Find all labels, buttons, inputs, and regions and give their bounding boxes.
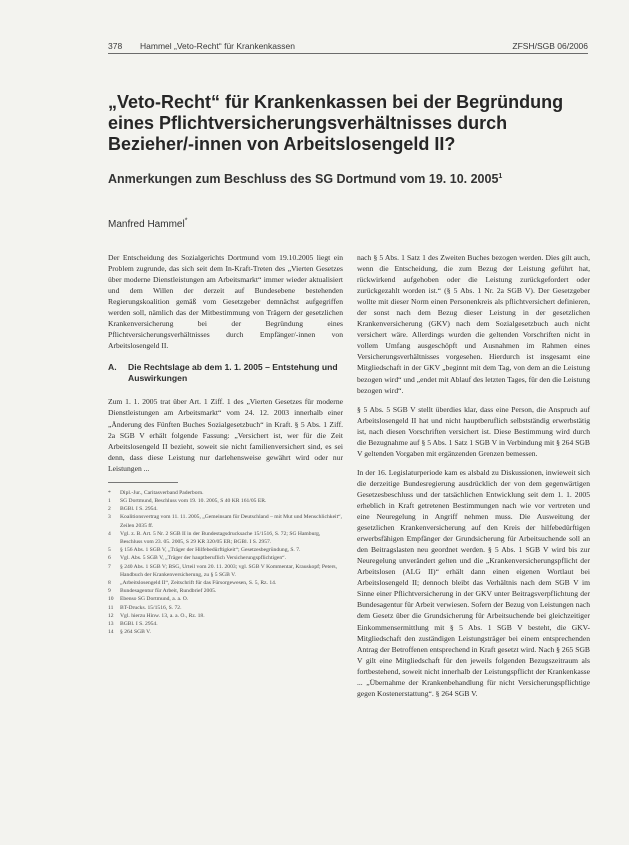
footnote <box>108 604 343 612</box>
footnote <box>108 563 343 579</box>
right-paragraph-2: § 5 Abs. 5 SGB V stellt überdies klar, dass eine Person, die Anspruch auf Arbeitslosengeld II hat und nicht hauptberuflich selbstständig erwerbstätig ist, nach diesen Vorschriften versichert ist. Diese Bestimmung wird durch die Bezugnahme auf § 5 Abs. 1 Satz 1 SGB V in Verbindung mit § 264 SGB V geltenden Vorgaben mit ergänzenden Grenzen bemessen. <box>357 404 590 458</box>
subtitle-footnote-mark: 1 <box>498 172 503 180</box>
footnote-text: BGBl. I S. 2954. <box>120 621 158 627</box>
footnote-number: 8 <box>108 579 111 586</box>
footnote-number: 1 <box>108 497 111 504</box>
footnote <box>108 546 343 554</box>
footnote-number: 4 <box>108 530 111 537</box>
footnote-number: 11 <box>108 604 114 611</box>
section-title: Die Rechtslage ab dem 1. 1. 2005 – Entstehung und Auswirkungen <box>128 362 338 384</box>
intro-paragraph: Der Entscheidung des Sozialgerichts Dortmund vom 19.10.2005 liegt ein Problem zugrunde, das sich seit dem In-Kraft-Treten des „Vierten Gesetzes über moderne Dienstleistungen am Arbeitsmarkt“ immer wieder aktualisiert und dem Willen der derzeit auf Bundesebene bestehenden Regierungskoalition gemäß vom Gesetzgeber demnächst aufgegriffen werden soll, nämlich das der Mitbestimmung von Trägern der gesetzlichen Krankenversicherung bei der Begründung eines Pflichtversicherungsverhältnisses durch Empfänger/-innen von Arbeitslosengeld II. <box>108 253 343 351</box>
article-title: „Veto-Recht“ für Krankenkassen bei der Begründung eines Pflichtversicherungsverhältnisses durch Bezieher/-innen von Arbeitslosengeld II? <box>108 92 564 154</box>
footnote-text: Koalitionsvertrag vom 11. 11. 2005, „Gemeinsam für Deutschland – mit Mut und Menschlichkeit“, Zeilen 2035 ff. <box>120 514 343 529</box>
footnotes <box>108 489 343 637</box>
footnote <box>108 530 343 546</box>
footnote-text: Bundesagentur für Arbeit, Rundbrief 2005. <box>120 588 217 595</box>
author-footnote-mark: * <box>184 217 188 225</box>
subtitle-text: Anmerkungen zum Beschluss des SG Dortmund vom 19. 10. 2005 <box>108 172 499 186</box>
footnote-number: 6 <box>108 555 111 562</box>
right-paragraph-3: In der 16. Legislaturperiode kam es alsbald zu Diskussionen, inwieweit sich die derzeitige Bundesregierung ausdrücklich der von dem gegenwärtigen Gesetzesbeschluss und der tatsächlichen Entwicklung seit dem 1. 1. 2005 erheblich in Kraft getretenen Bestimmungen nach wie vor vertreten und eine Neuregelung in Angriff nehmen muss. Die Ausweitung der gesetzlichen Krankenversicherung auf den Kreis der hilfebedürftigen erwerbsfähigen Empfänger der Grundsicherung für Arbeitsuchende soll an den Beitragslasten neu geordnet werden. § 5 Abs. 1 SGB V wird bis zur Neuregelung unverändert gelten und die „Krankenversicherungspflicht der Arbeitslosen (ALG II)“ erhält dann einen eigenen Wortlaut bei Arbeitslosengeld II; dennoch bleibt das Verhältnis nach dem SGB V im Sinne einer Pflichtversicherung in der GKV unter Beitragsverpflichtung der Bundesagentur für Arbeit verwiesen. Sofern der Bezug von Leistungen nach dem Gesetz über die Grundsicherung für Arbeitsuchende bei gleichzeitiger Einkommensermittlung mit § 5 Abs. 1 SGB V besteht, die GKV-Mitgliedschaft den zuständigen Leistungsträger bei einem entsprechenden Antrag der Betroffenen entsprechend in Kraft gesetzt wird. Nach § 265 SGB V gilt eine Mitgliedschaft für den jeweils folgenden Bezugszeitraum als fortbestehend, soweit nicht innerhalb der Leistungspflicht der Krankenkasse ... „Übernahme der Krankenbehandlung für nicht Versicherungspflichtige gegen Kostenerstattung“. § 264 SGB V. <box>357 467 590 698</box>
footnote <box>108 579 343 587</box>
footnote <box>108 513 343 529</box>
footnote <box>108 612 343 620</box>
footnote-text: § 156 Abs. 1 SGB V, „Träger der Hilfebedürftigkeit“; Gesetzesbegründung, S. 7. <box>120 547 301 554</box>
running-title: Hammel „Veto-Recht“ für Krankenkassen <box>140 41 295 51</box>
body-paragraph: Zum 1. 1. 2005 trat über Art. 1 Ziff. 1 des „Vierten Gesetzes für moderne Dienstleistungen am Arbeitsmarkt“ vom 24. 12. 2003 innerhalb einer „Änderung des Fünften Buches Sozialgesetzbuch“ in Kraft. § 5 Abs. 1 Ziff. 2a SGB V erhält folgende Fassung: „Versichert ist, wer für die Zeit Arbeitslosengeld II bezieht, soweit sie nicht familienversichert sind, es sei denn, dass diese Leistung nur darlehensweise gewährt wird oder nur Leistungen ... <box>108 397 343 473</box>
footnote-number: 2 <box>108 506 111 513</box>
footnote-number: 7 <box>108 563 111 570</box>
footnote-text: SG Dortmund, Beschluss vom 19. 10. 2005, S 40 KR 161/05 ER. <box>120 497 267 504</box>
footnote-text: § 264 SGB V. <box>120 629 151 636</box>
footnote-text: „Arbeitslosengeld II“, Zeitschrift für das Fürsorgewesen, S. 5, Rz. 14. <box>120 579 277 586</box>
page-number: 378 <box>108 41 123 51</box>
footnote-text: Ebenso SG Dortmund, a. a. O. <box>120 596 189 603</box>
section-heading <box>108 362 343 384</box>
right-column <box>357 252 590 707</box>
footnote-number: 3 <box>108 514 111 521</box>
footnote-number: 13 <box>108 621 114 627</box>
footnote <box>108 554 343 562</box>
section-number: A. <box>108 362 117 373</box>
footnote-text: Vgl. z. B. Art. 5 Nr. 2 SGB II in der Bundestagsdrucksache 15/1516, S. 72; SG Hamburg, Beschluss vom 23. 05. 2005, S 29 KR 320/05 ER; BGBl. I S. 2957. <box>120 530 321 545</box>
article-subtitle <box>108 172 588 186</box>
author-line <box>108 219 187 230</box>
footnote <box>108 595 343 603</box>
footnote-number: 12 <box>108 612 114 619</box>
footnote <box>108 489 343 497</box>
footnote <box>108 628 343 636</box>
footnote-number: 14 <box>108 629 114 636</box>
header-rule <box>108 53 588 54</box>
journal-reference: ZFSH/SGB 06/2006 <box>512 41 588 51</box>
right-paragraph-1: nach § 5 Abs. 1 Satz 1 des Zweiten Buches bezogen werden. Dies gilt auch, wenn die Entscheidung, die zum Bezug der Leistung geführt hat, rückwirkend aufgehoben oder die Leistung zurückgefordert oder zurückgezahlt worden ist.“ (§ 5 Abs. 1 Nr. 2a SGB V). Der Gesetzgeber wollte mit dieser Norm einen Personenkreis als pflichtversichert definieren, der sonst nach dem Bezug dieser Leistung in der gesetzlichen Krankenversicherung (GKV) nach dem Sozialgesetzbuch auch nicht versichert wäre. Allerdings wurden die geltenden Vorschriften nicht in vollem Umfang ausgeschöpft und Ausnahmen im Rahmen eines Versicherungsverhältnisses vorgesehen. Hierdurch ist insgesamt eine Mitgliedschaft in der GKV „beginnt mit dem Tag, von dem an die Leistung bezogen wird“ und „endet mit Ablauf des letzten Tages, für den die Leistung bezogen wird“. <box>357 253 590 395</box>
footnote-text: Vgl. hierzu Hinw. 13, a. a. O., Rz. 18. <box>120 612 205 619</box>
footnote-number: 5 <box>108 547 111 554</box>
footnote-text: Vgl. Abs. 5 SGB V, „Träger der hauptberuflich Versicherungspflichtigen“. <box>120 555 287 562</box>
footnote <box>108 587 343 595</box>
footnote-text: BT-Drucks. 15/1516, S. 72. <box>120 604 182 611</box>
footnote <box>108 620 343 628</box>
footnote-text: Dipl.-Jur., Caritasverband Paderborn. <box>120 489 204 496</box>
footnote-rule <box>108 482 178 483</box>
footnote-number: * <box>108 489 111 496</box>
footnote-number: 10 <box>108 596 114 603</box>
footnote-text: BGBl. I S. 2954. <box>120 506 158 513</box>
footnote-text: § 240 Abs. 1 SGB V; BSG, Urteil vom 20. 11. 2003; vgl. SGB V Kommentar, Krauskopf; Peters, Handbuch der Krankenversicherung, zu § 5 SGB V. <box>120 563 338 578</box>
footnote <box>108 505 343 513</box>
footnote-number: 9 <box>108 588 111 595</box>
left-column <box>108 252 343 636</box>
footnote <box>108 497 343 505</box>
author-name: Manfred Hammel <box>108 219 185 230</box>
